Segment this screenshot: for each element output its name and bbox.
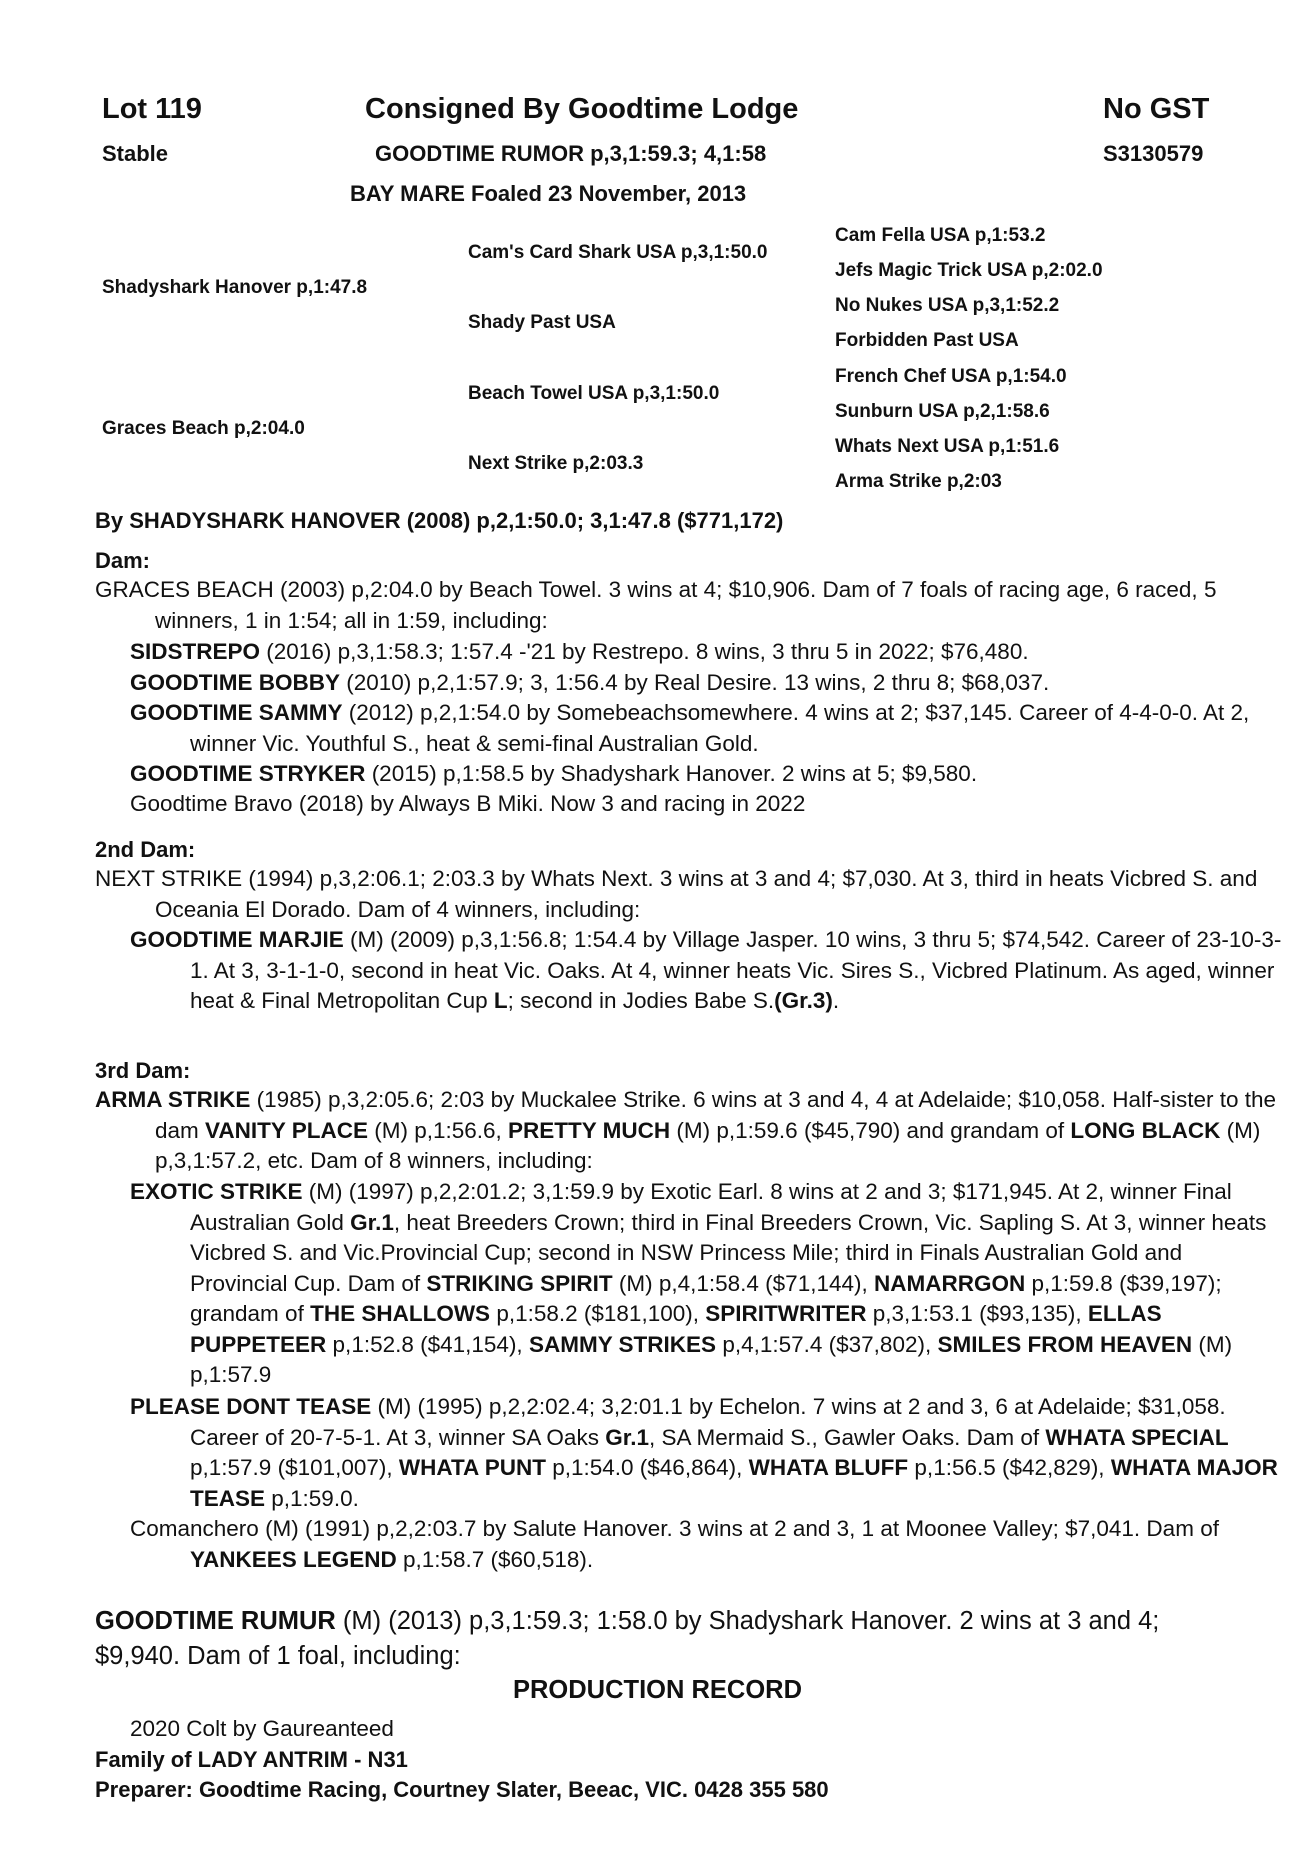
pedigree-sire: Shadyshark Hanover p,1:47.8 <box>102 277 368 298</box>
progeny-name: GOODTIME MARJIE <box>130 927 344 952</box>
listed-badge: L <box>493 988 508 1013</box>
production-record-heading: PRODUCTION RECORD <box>512 1676 802 1704</box>
progeny-details: . <box>832 988 840 1013</box>
pedigree-ancestor: Whats Next USA p,1:51.6 <box>835 436 1060 457</box>
progeny-entry: Goodtime Bravo (2018) by Always B Miki. Now 3 and racing in 2022 <box>130 791 806 816</box>
relative-name: VANITY PLACE <box>205 1117 368 1143</box>
third-dam-intro: ARMA STRIKE (1985) p,3,2:05.6; 2:03 by Muckalee Strike. 6 wins at 3 and 4, 4 at Adelaide; $10,058. Half-sister to the dam VANITY PLACE (M) p,1:56.6, PRETTY MUCH (M) p,1:59.6 ($45,790) and grandam of LONG BLACK (M) p,3,1:57.2, etc. Dam of 8 winners, including: <box>95 1087 1277 1173</box>
relative-name: STRIKING SPIRIT <box>426 1270 613 1296</box>
progeny-entry <box>130 925 1285 1017</box>
lot-summary: GOODTIME RUMUR (M) (2013) p,3,1:59.3; 1:58.0 by Shadyshark Hanover. 2 wins at 3 and 4; $9,940. Dam of 1 foal, including: <box>95 1607 1160 1670</box>
relative-name: WHATA MAJOR TEASE <box>190 1455 1278 1511</box>
horse-id: S3130579 <box>1103 141 1204 166</box>
relative-name: WHATA BLUFF <box>748 1455 909 1480</box>
pedigree-ancestor: Sunburn USA p,2,1:58.6 <box>835 401 1050 422</box>
gst-status: No GST <box>1103 93 1210 125</box>
relative-name: YANKEES LEGEND <box>190 1546 397 1572</box>
relative-name: NAMARRGON <box>874 1270 1026 1296</box>
progeny-entry <box>130 698 1285 759</box>
preparer-line: Preparer: Goodtime Racing, Courtney Slater, Beeac, VIC. 0428 355 580 <box>95 1777 829 1802</box>
pedigree-dam-sire: Beach Towel USA p,3,1:50.0 <box>468 383 720 404</box>
group-badge: Gr.1 <box>605 1424 649 1450</box>
pedigree-dam: Graces Beach p,2:04.0 <box>102 418 305 439</box>
relative-name: THE SHALLOWS <box>310 1301 491 1326</box>
pedigree-ancestor: Arma Strike p,2:03 <box>835 471 1002 492</box>
relative-name: LONG BLACK <box>1070 1117 1221 1143</box>
relative-name: SMILES FROM HEAVEN <box>937 1331 1193 1357</box>
pedigree-ancestor: French Chef USA p,1:54.0 <box>835 366 1067 387</box>
relative-name: SPIRITWRITER <box>705 1301 867 1326</box>
second-dam-heading: 2nd Dam: <box>95 837 196 862</box>
group-badge: Gr.1 <box>350 1209 394 1235</box>
pedigree-sire-dam: Shady Past USA <box>468 312 616 333</box>
relative-name: PRETTY MUCH <box>508 1117 671 1143</box>
progeny-entry: Comanchero (M) (1991) p,2,2:03.7 by Salute Hanover. 3 wins at 2 and 3, 1 at Moonee Valley; $7,041. Dam of YANKEES LEGEND p,1:58.7 ($60,518). <box>130 1516 1219 1572</box>
progeny-name: PLEASE DONT TEASE <box>130 1394 372 1419</box>
progeny-details: ; second in Jodies Babe S. <box>507 988 775 1013</box>
progeny-name: EXOTIC STRIKE <box>130 1179 303 1204</box>
progeny-details: (2015) p,1:58.5 by Shadyshark Hanover. 2 wins at 5; $9,580. <box>365 761 978 786</box>
progeny-details: (2012) p,2,1:54.0 by Somebeachsomewhere. 4 wins at 2; $37,145. Career of 4-4-0-0. At 2, winner Vic. Youthful S., heat & semi-final Australian Gold. <box>190 700 1250 756</box>
dam-name: ARMA STRIKE <box>95 1087 251 1112</box>
sire-summary: By SHADYSHARK HANOVER (2008) p,2,1:50.0; 3,1:47.8 ($771,172) <box>95 508 784 533</box>
progeny-entry <box>130 637 1225 668</box>
progeny-entry <box>130 668 1225 699</box>
pedigree-ancestor: Cam Fella USA p,1:53.2 <box>835 225 1046 246</box>
progeny-details: (2016) p,3,1:58.3; 1:57.4 -'21 by Restrepo. 8 wins, 3 thru 5 in 2022; $76,480. <box>260 639 1029 664</box>
progeny-name: GOODTIME BOBBY <box>130 670 341 695</box>
progeny-name: GOODTIME SAMMY <box>130 700 343 725</box>
lot-horse-name: GOODTIME RUMUR <box>95 1607 336 1635</box>
horse-line: GOODTIME RUMOR p,3,1:59.3; 4,1:58 <box>375 141 767 166</box>
third-dam-heading: 3rd Dam: <box>95 1058 191 1083</box>
progeny-details: (2010) p,2,1:57.9; 3, 1:56.4 by Real Desire. 13 wins, 2 thru 8; $68,037. <box>340 670 1050 695</box>
horse-description: BAY MARE Foaled 23 November, 2013 <box>350 181 747 206</box>
progeny-entry: EXOTIC STRIKE (M) (1997) p,2,2:01.2; 3,1:59.9 by Exotic Earl. 8 wins at 2 and 3; $171,945. At 2, winner Final Australian Gold Gr.1, heat Breeders Crown; third in Final Breeders Crown, Vic. Sapling S. At 3, winner heats Vicbred S. and Vic.Provincial Cup; second in NSW Princess Mile; third in Finals Australian Gold and Provincial Cup. Dam of STRIKING SPIRIT (M) p,4,1:58.4 ($71,144), NAMARRGON p,1:59.8 ($39,197); grandam of THE SHALLOWS p,1:58.2 ($181,100), SPIRITWRITER p,3,1:53.1 ($93,135), ELLAS PUPPETEER p,1:52.8 ($41,154), SAMMY STRIKES p,4,1:57.4 ($37,802), SMILES FROM HEAVEN (M) p,1:57.9 <box>130 1179 1267 1387</box>
progeny-name: SIDSTREPO <box>130 639 261 664</box>
dam-intro: GRACES BEACH (2003) p,2:04.0 by Beach Towel. 3 wins at 4; $10,906. Dam of 7 foals of racing age, 6 raced, 5 winners, 1 in 1:54; all in 1:59, including: <box>95 577 1217 633</box>
family-line: Family of LADY ANTRIM - N31 <box>95 1747 408 1772</box>
second-dam-intro: NEXT STRIKE (1994) p,3,2:06.1; 2:03.3 by Whats Next. 3 wins at 3 and 4; $7,030. At 3, third in heats Vicbred S. and Oceania El Dorado. Dam of 4 winners, including: <box>95 866 1258 922</box>
progeny-entry <box>130 759 1225 790</box>
progeny-name: GOODTIME STRYKER <box>130 761 366 786</box>
lot-number: Lot 119 <box>102 93 202 125</box>
relative-name: SAMMY STRIKES <box>528 1331 717 1357</box>
relative-name: WHATA PUNT <box>398 1455 546 1480</box>
pedigree-ancestor: No Nukes USA p,3,1:52.2 <box>835 295 1060 316</box>
relative-name: WHATA SPECIAL <box>1045 1424 1229 1450</box>
group-badge: (Gr.3) <box>774 988 833 1013</box>
pedigree-ancestor: Forbidden Past USA <box>835 330 1019 351</box>
pedigree-sire-sire: Cam's Card Shark USA p,3,1:50.0 <box>468 242 768 263</box>
progeny-entry: PLEASE DONT TEASE (M) (1995) p,2,2:02.4; 3,2:01.1 by Echelon. 7 wins at 2 and 3, 6 at Adelaide; $31,058. Career of 20-7-5-1. At 3, winner SA Oaks Gr.1, SA Mermaid S., Gawler Oaks. Dam of WHATA SPECIAL p,1:57.9 ($101,007), WHATA PUNT p,1:54.0 ($46,864), WHATA BLUFF p,1:56.5 ($42,829), WHATA MAJOR TEASE p,1:59.0. <box>130 1394 1278 1511</box>
stable-label: Stable <box>102 141 169 166</box>
pedigree-ancestor: Jefs Magic Trick USA p,2:02.0 <box>835 260 1103 281</box>
relative-name: ELLAS PUPPETEER <box>190 1301 1162 1357</box>
production-item: 2020 Colt by Gaureanteed <box>130 1716 394 1741</box>
progeny-details: (M) (2009) p,3,1:56.8; 1:54.4 by Village Jasper. 10 wins, 3 thru 5; $74,542. Career of 23-10-3-1. At 3, 3-1-1-0, second in heat Vic. Oaks. At 4, winner heats Vic. Sires S., Vicbred Platinum. As aged, winner heat & Final Metropolitan Cup <box>190 927 1282 1013</box>
dam-heading: Dam: <box>95 548 151 573</box>
consignor: Consigned By Goodtime Lodge <box>365 93 799 125</box>
pedigree-dam-dam: Next Strike p,2:03.3 <box>468 453 644 474</box>
